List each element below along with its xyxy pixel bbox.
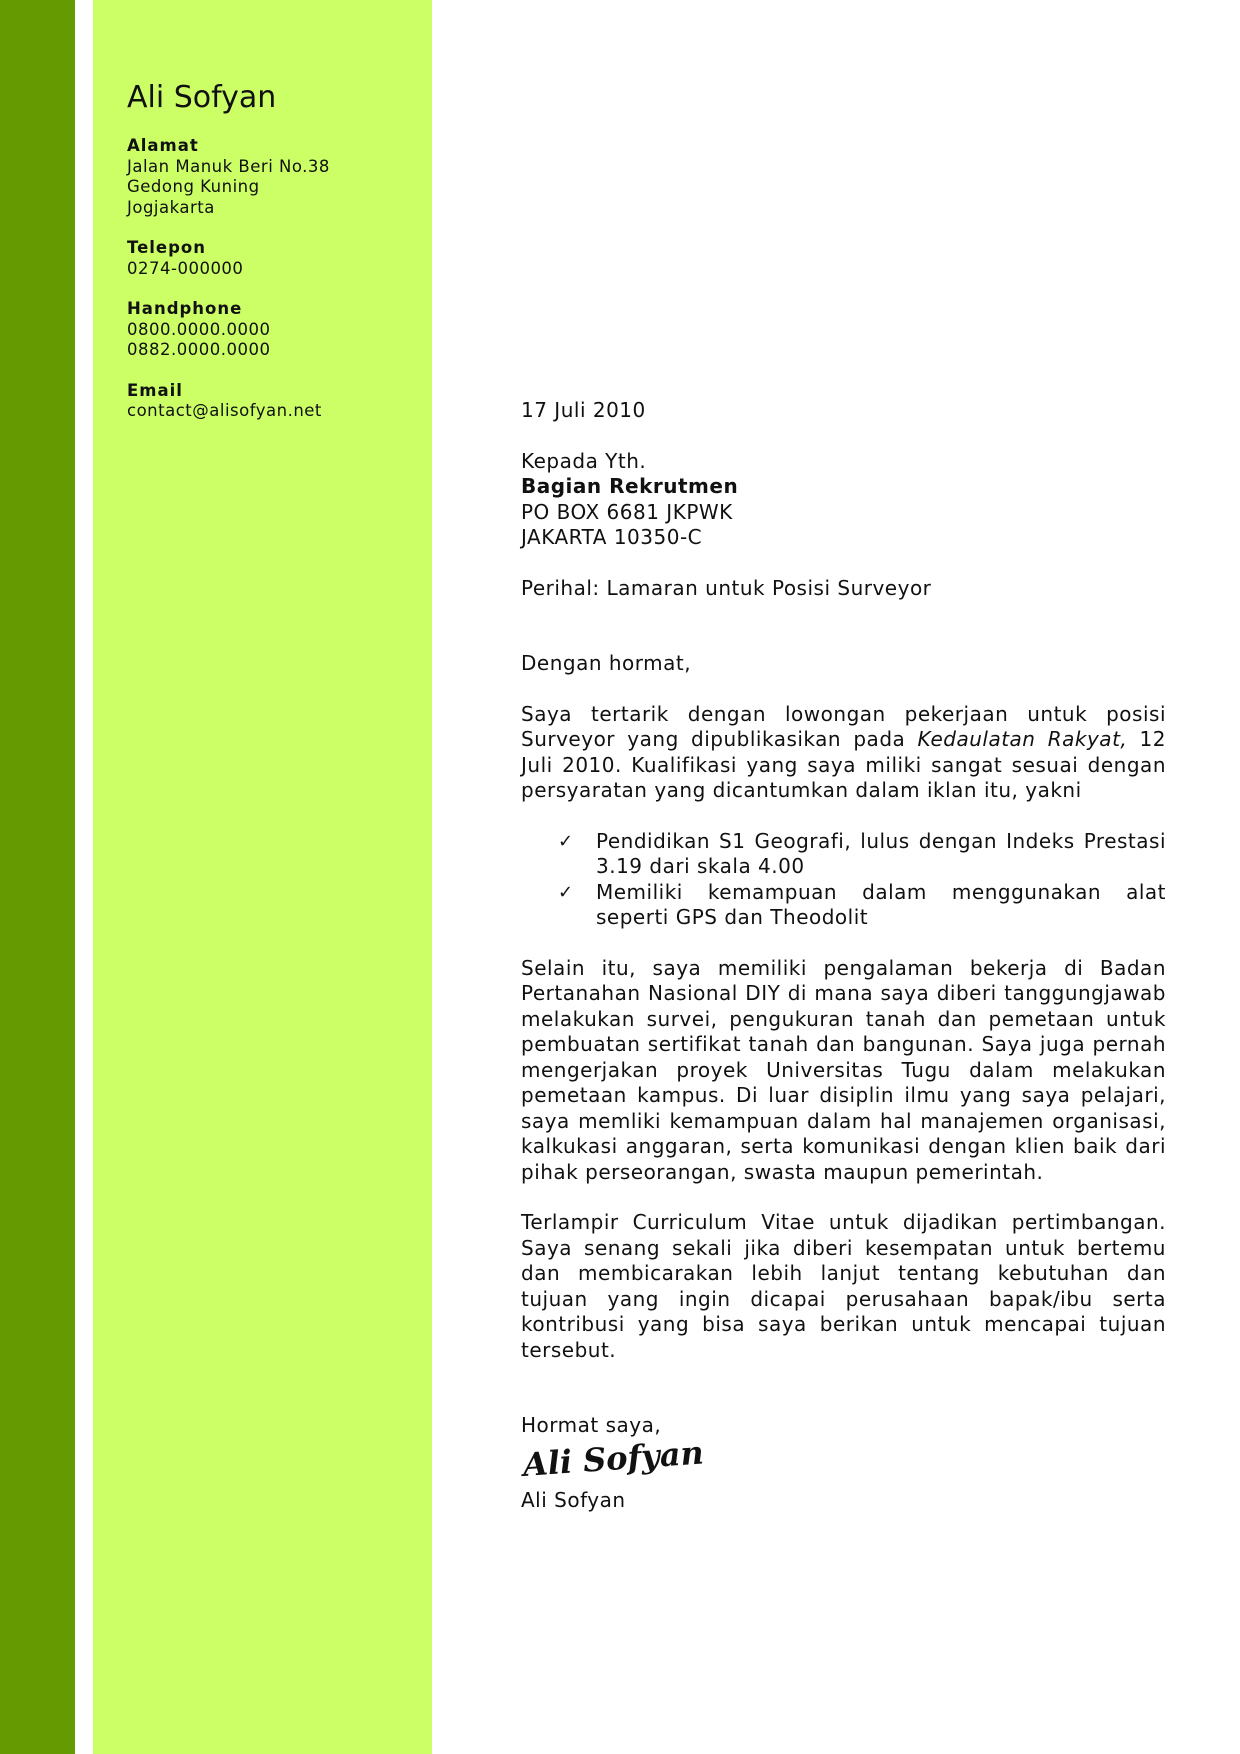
- list-item-text: Memiliki kemampuan dalam menggunakan alat seperti GPS dan Theodolit: [596, 879, 1166, 929]
- list-item: [558, 879, 1166, 931]
- phone-number: 0274-000000: [127, 258, 244, 278]
- newspaper-name: Kedaulatan Rakyat,: [917, 727, 1128, 751]
- list-item-text: Pendidikan S1 Geografi, lulus dengan Indeks Prestasi 3.19 dari skala 4.00: [596, 828, 1166, 878]
- address-label: Alamat: [127, 136, 199, 155]
- recipient-intro: Kepada Yth.: [521, 448, 647, 473]
- phone-label: Telepon: [127, 238, 206, 257]
- letter-body: [521, 398, 1166, 1514]
- address-line: Jalan Manuk Beri No.38: [127, 156, 330, 176]
- paragraph-text: 12 Juli 2010. Kualifikasi yang saya miliki sangat sesuai dengan persyaratan yang dicantumkan dalam iklan itu, yakni: [521, 727, 1166, 802]
- phone-section: [127, 238, 427, 279]
- greeting: Dengan hormat,: [521, 651, 692, 675]
- check-icon: ✓: [558, 881, 574, 903]
- recipient-name: Bagian Rekrutmen: [521, 474, 739, 498]
- address-line: Jogjakarta: [127, 197, 215, 217]
- subject-line: Perihal: Lamaran untuk Posisi Surveyor: [521, 575, 932, 600]
- recipient-line: PO BOX 6681 JKPWK: [521, 499, 733, 524]
- address-section: [127, 136, 427, 218]
- email-section: [127, 381, 427, 422]
- paragraph-experience: Selain itu, saya memiliki pengalaman bekerja di Badan Pertanahan Nasional DIY di mana saya diberi tanggungjawab melakukan survei, pengukuran tanah dan pemetaan untuk pembuatan sertifikat tanah dan bangunan. Saya juga pernah mengerjakan proyek Universitas Tugu dalam melakukan pemetaan kampus. Di luar disiplin ilmu yang saya pelajari, saya memliki kemampuan dalam hal manajemen organisasi, kalkukasi anggaran, serta komunikasi dengan klien baik dari pihak perseorangan, swasta maupun pemerintah.: [521, 955, 1166, 1184]
- sender-sidebar: [127, 80, 427, 442]
- closing-salutation: Hormat saya,: [521, 1413, 662, 1437]
- mobile-number: 0882.0000.0000: [127, 340, 271, 359]
- recipient-line: JAKARTA 10350-C: [521, 525, 703, 549]
- signer-name: Ali Sofyan: [521, 1488, 626, 1512]
- signature: Ali Sofyan: [521, 1432, 705, 1484]
- paragraph-intro: [521, 702, 1166, 804]
- sender-name: Ali Sofyan: [127, 80, 277, 115]
- list-item: [558, 828, 1166, 880]
- paragraph-closing: Terlampir Curriculum Vitae untuk dijadikan pertimbangan. Saya senang sekali jika diberi kesempatan untuk bertemu dan membicarakan lebih lanjut tentang kebutuhan dan tujuan yang ingin dicapai perusahaan bapak/ibu serta kontribusi yang bisa saya berikan untuk mencapai tujuan tersebut.: [521, 1210, 1166, 1362]
- paragraph-text: Saya tertarik dengan lowongan pekerjaan untuk posisi Surveyor yang dipublikasikan pada: [521, 701, 1166, 751]
- email-address: contact@alisofyan.net: [127, 401, 322, 420]
- check-icon: ✓: [558, 830, 574, 852]
- address-line: Gedong Kuning: [127, 177, 260, 196]
- mobile-section: [127, 299, 427, 361]
- mobile-label: Handphone: [127, 299, 243, 318]
- dark-green-band: [0, 0, 75, 1754]
- mobile-number: 0800.0000.0000: [127, 319, 271, 339]
- qualification-list: [521, 829, 1166, 931]
- letter-date: 17 Juli 2010: [521, 398, 646, 422]
- recipient-block: [521, 449, 1166, 551]
- email-label: Email: [127, 380, 183, 400]
